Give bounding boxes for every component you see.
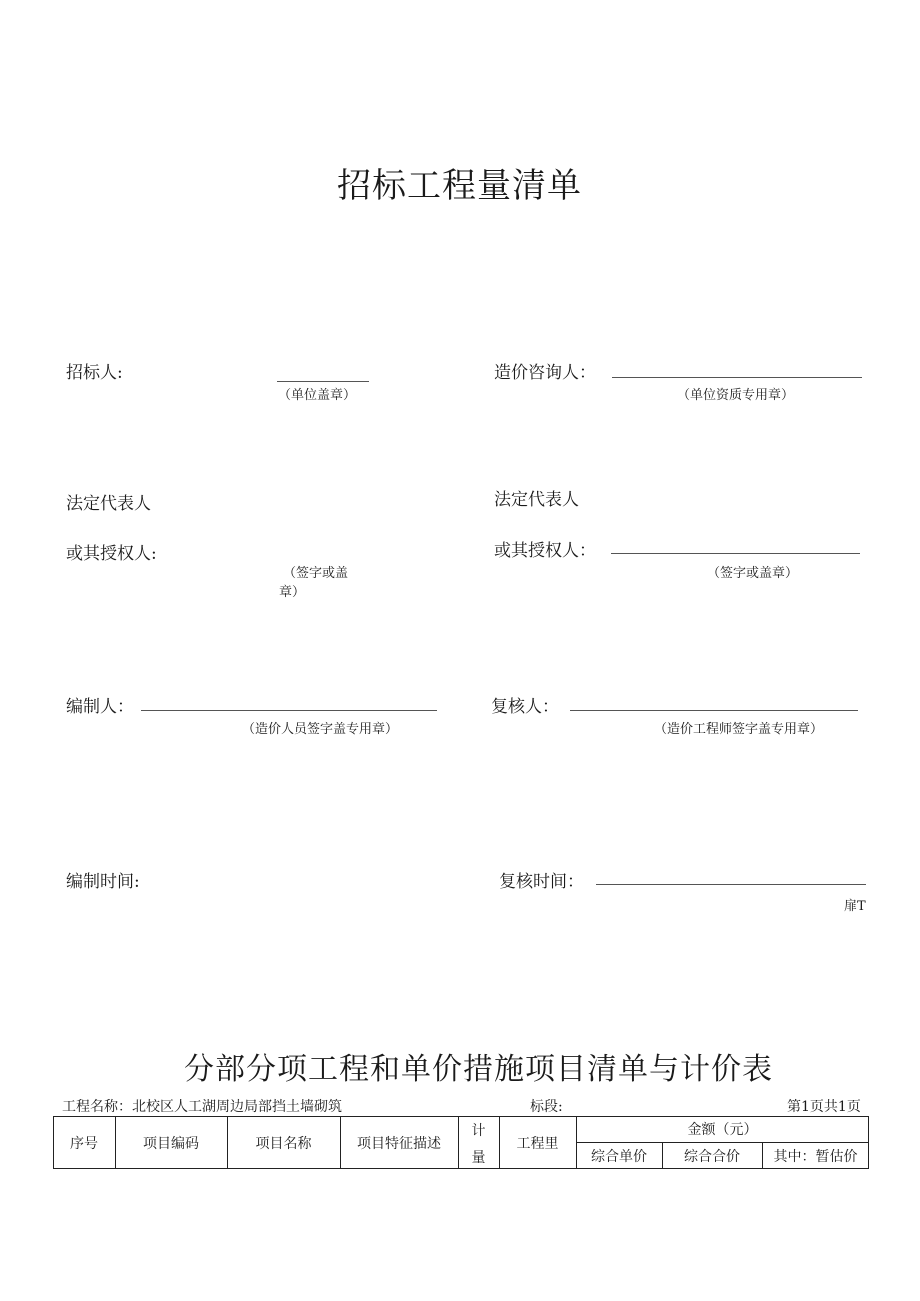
header-unit-line1: 计	[471, 1123, 486, 1139]
header-unit-price: 综合单价	[591, 1148, 647, 1165]
header-quantity: 工程里	[516, 1135, 559, 1152]
tenderer-note: （单位盖章）	[278, 388, 357, 403]
header-name: 项目名称	[255, 1135, 312, 1152]
cover-title: 招标工程量清单	[337, 166, 582, 206]
consultant-label: 造价咨询人：	[494, 363, 596, 383]
compile-time-label: 编制时间:	[66, 872, 140, 892]
header-total-price: 综合合价	[684, 1148, 740, 1165]
header-code: 项目编码	[143, 1135, 199, 1152]
header-desc: 项目特征描述	[357, 1135, 441, 1152]
section-label: 标段:	[530, 1099, 563, 1115]
project-name: 工程名称：北校区人工湖周边局部挡土墙砌筑	[62, 1099, 342, 1115]
authorized-right-label: 或其授权人：	[494, 541, 596, 561]
page-info: 第1页共1页	[787, 1099, 861, 1115]
tenderer-signature-line	[277, 381, 369, 382]
compiler-line	[141, 710, 437, 711]
header-unit-line2: 量	[471, 1150, 486, 1166]
reviewer-line	[570, 710, 858, 711]
header-estimate: 其中：暂估价	[773, 1148, 858, 1165]
consultant-note: （单位资质专用章）	[677, 388, 795, 403]
legal-rep-right-label: 法定代表人	[494, 490, 579, 510]
sign-note-right: （签字或盖章）	[707, 566, 799, 581]
header-amount: 金额（元）	[687, 1122, 758, 1138]
consultant-signature-line	[612, 377, 862, 378]
corner-mark: 扉T	[844, 899, 866, 914]
tenderer-label: 招标人:	[66, 363, 123, 383]
header-seq: 序号	[70, 1135, 98, 1152]
compiler-note: （造价人员签字盖专用章）	[242, 722, 399, 737]
legal-rep-left-label: 法定代表人	[66, 494, 151, 514]
review-time-line	[596, 884, 866, 885]
review-time-label: 复核时间：	[499, 872, 584, 892]
authorized-left-label: 或其授权人:	[66, 544, 157, 564]
sign-note-left-line2: 章）	[279, 585, 306, 600]
sign-note-left-line1: （签字或盖	[283, 566, 349, 581]
reviewer-note: （造价工程师签字盖专用章）	[654, 722, 824, 737]
list-title: 分部分项工程和单价措施项目清单与计价表	[184, 1052, 773, 1087]
authorized-right-line	[611, 553, 860, 554]
compiler-label: 编制人：	[66, 697, 134, 717]
reviewer-label: 复核人：	[491, 697, 559, 717]
